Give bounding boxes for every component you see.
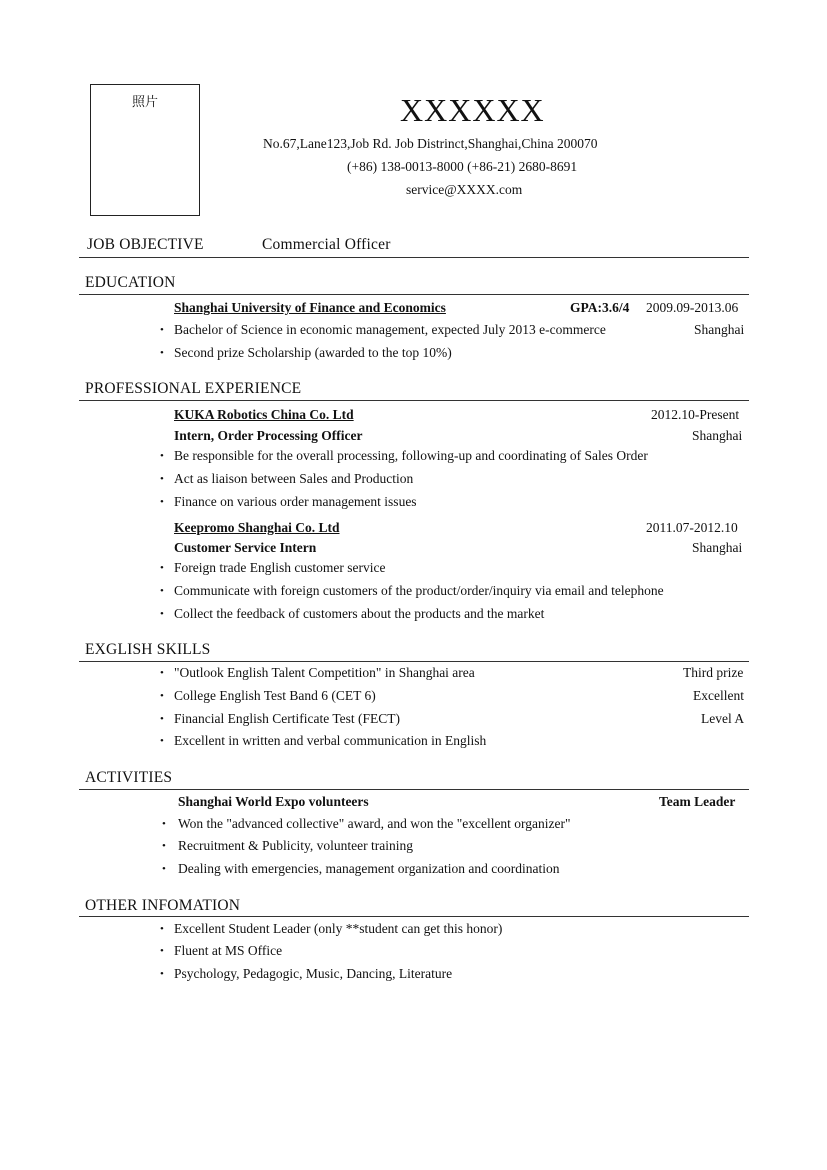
photo-placeholder bbox=[90, 84, 200, 216]
company-name: Keepromo Shanghai Co. Ltd bbox=[174, 520, 340, 535]
other-title: OTHER INFOMATION bbox=[85, 897, 241, 914]
bullet: • bbox=[160, 562, 164, 574]
activity-role: Team Leader bbox=[659, 794, 736, 809]
bullet: • bbox=[162, 818, 166, 830]
education-location: Shanghai bbox=[694, 322, 745, 337]
divider bbox=[79, 661, 749, 662]
job-location: Shanghai bbox=[692, 428, 743, 443]
gpa: GPA:3.6/4 bbox=[570, 300, 630, 315]
school-name: Shanghai University of Finance and Economics bbox=[174, 300, 446, 315]
candidate-name: XXXXXX bbox=[400, 92, 545, 128]
list-item: Dealing with emergencies, management organization and coordination bbox=[178, 861, 560, 876]
english-title: EXGLISH SKILLS bbox=[85, 641, 211, 658]
photo-label: 照片 bbox=[131, 95, 158, 110]
list-item: Communicate with foreign customers of the product/order/inquiry via email and telephone bbox=[174, 583, 664, 598]
bullet: • bbox=[160, 945, 164, 957]
bullet: • bbox=[162, 840, 166, 852]
bullet: • bbox=[160, 690, 164, 702]
education-title: EDUCATION bbox=[85, 274, 176, 291]
skill-result: Third prize bbox=[683, 665, 744, 680]
divider bbox=[79, 257, 749, 258]
list-item: Second prize Scholarship (awarded to the top 10%) bbox=[174, 345, 452, 360]
activities-title: ACTIVITIES bbox=[85, 769, 173, 786]
list-item: Excellent Student Leader (only **student can get this honor) bbox=[174, 921, 503, 936]
bullet: • bbox=[160, 735, 164, 747]
list-item: Fluent at MS Office bbox=[174, 943, 283, 958]
list-item: Be responsible for the overall processing, following-up and coordinating of Sales Order bbox=[174, 448, 648, 463]
address: No.67,Lane123,Job Rd. Job Distrinct,Shanghai,China 200070 bbox=[263, 136, 598, 151]
education-dates: 2009.09-2013.06 bbox=[646, 300, 739, 315]
phone-numbers: (+86) 138-0013-8000 (+86-21) 2680-8691 bbox=[347, 159, 578, 174]
divider bbox=[79, 294, 749, 295]
list-item: Psychology, Pedagogic, Music, Dancing, Literature bbox=[174, 966, 453, 981]
list-item: "Outlook English Talent Competition" in Shanghai area bbox=[174, 665, 475, 680]
list-item: Bachelor of Science in economic management, expected July 2013 e-commerce bbox=[174, 322, 606, 337]
list-item: Finance on various order management issues bbox=[174, 494, 417, 509]
list-item: Foreign trade English customer service bbox=[174, 560, 386, 575]
job-dates: 2011.07-2012.10 bbox=[646, 520, 738, 535]
bullet: • bbox=[162, 863, 166, 875]
skill-result: Level A bbox=[701, 711, 745, 726]
email: service@XXXX.com bbox=[406, 182, 523, 197]
bullet: • bbox=[160, 608, 164, 620]
job-role: Customer Service Intern bbox=[174, 540, 317, 555]
list-item: Act as liaison between Sales and Production bbox=[174, 471, 414, 486]
bullet: • bbox=[160, 667, 164, 679]
bullet: • bbox=[160, 347, 164, 359]
bullet: • bbox=[160, 450, 164, 462]
job-location: Shanghai bbox=[692, 540, 743, 555]
objective-value: Commercial Officer bbox=[262, 236, 391, 253]
list-item: Excellent in written and verbal communication in English bbox=[174, 733, 487, 748]
job-role: Intern, Order Processing Officer bbox=[174, 428, 363, 443]
bullet: • bbox=[160, 473, 164, 485]
list-item: Collect the feedback of customers about the products and the market bbox=[174, 606, 545, 621]
list-item: College English Test Band 6 (CET 6) bbox=[174, 688, 376, 703]
divider bbox=[79, 789, 749, 790]
activity-name: Shanghai World Expo volunteers bbox=[178, 794, 369, 809]
bullet: • bbox=[160, 713, 164, 725]
job-dates: 2012.10-Present bbox=[651, 407, 740, 422]
bullet: • bbox=[160, 923, 164, 935]
skill-result: Excellent bbox=[693, 688, 744, 703]
bullet: • bbox=[160, 496, 164, 508]
objective-label: JOB OBJECTIVE bbox=[87, 236, 204, 253]
divider bbox=[79, 400, 749, 401]
bullet: • bbox=[160, 324, 164, 336]
experience-title: PROFESSIONAL EXPERIENCE bbox=[85, 380, 302, 397]
company-name: KUKA Robotics China Co. Ltd bbox=[174, 407, 354, 422]
bullet: • bbox=[160, 968, 164, 980]
list-item: Financial English Certificate Test (FECT) bbox=[174, 711, 401, 726]
divider bbox=[79, 916, 749, 917]
list-item: Recruitment & Publicity, volunteer training bbox=[178, 838, 413, 853]
list-item: Won the "advanced collective" award, and won the "excellent organizer" bbox=[178, 816, 571, 831]
bullet: • bbox=[160, 585, 164, 597]
